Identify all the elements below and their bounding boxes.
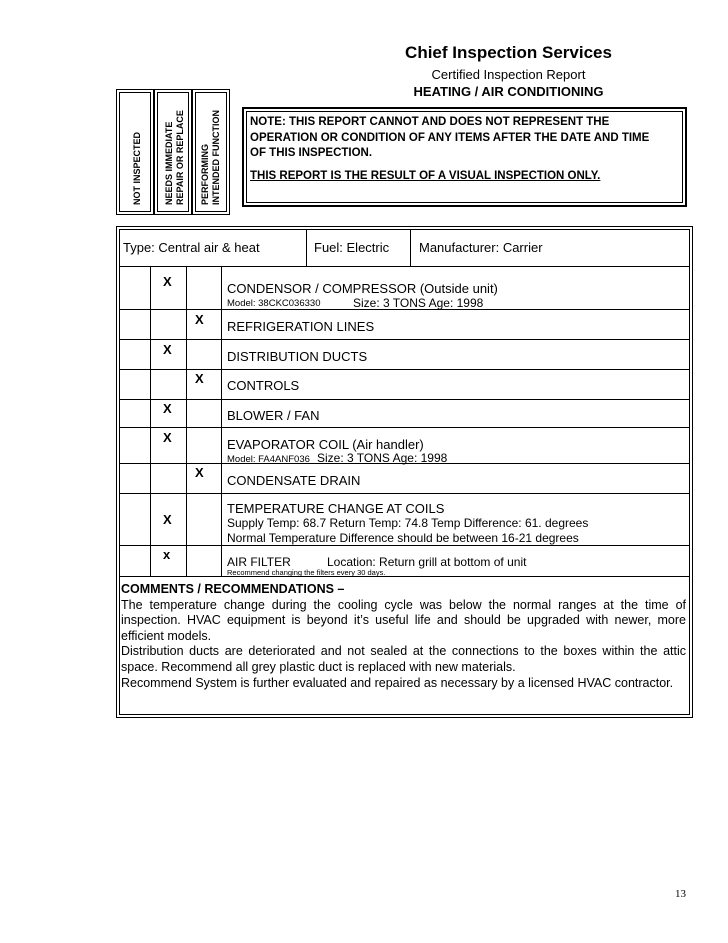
system-fuel: Fuel: Electric [314, 240, 390, 255]
performing-label-2: INTENDED FUNCTION [211, 110, 221, 205]
notice-line-2: OPERATION OR CONDITION OF ANY ITEMS AFTER THE DATE AND TIME [250, 131, 650, 144]
item-label-temp-change: TEMPERATURE CHANGE AT COILS [227, 501, 445, 516]
item-label-condensate: CONDENSATE DRAIN [227, 473, 361, 488]
needs-repair-mark: x [163, 547, 171, 562]
comments-heading: COMMENTS / RECOMMENDATIONS – [121, 582, 345, 596]
report-subtitle: Certified Inspection Report [431, 67, 586, 82]
item-detail-evaporator-model: Model: FA4ANF036 [227, 454, 310, 465]
performing-mark: X [195, 371, 204, 386]
performing-label-1: PERFORMING [200, 143, 210, 205]
needs-repair-label-2: REPAIR OR REPLACE [175, 110, 185, 205]
item-detail-temp-readings: Supply Temp: 68.7 Return Temp: 74.8 Temp Difference: 61. degrees [227, 516, 589, 530]
comment-paragraph: The temperature change during the cooling cycle was below the normal ranges at the time of inspection. HVAC equipment is beyond it’s useful life and should be upgraded with newer, more efficient models. [121, 597, 686, 643]
item-detail-filter-location: Location: Return grill at bottom of unit [327, 555, 527, 569]
performing-header [192, 89, 230, 215]
page-title: Chief Inspection Services [405, 43, 612, 62]
item-label-refrigeration: REFRIGERATION LINES [227, 319, 375, 334]
system-type: Type: Central air & heat [123, 240, 260, 255]
performing-mark: X [195, 465, 204, 480]
system-manufacturer: Manufacturer: Carrier [419, 240, 543, 255]
item-label-evaporator: EVAPORATOR COIL (Air handler) [227, 437, 424, 452]
needs-repair-label-1: NEEDS IMMEDIATE [164, 121, 174, 205]
item-label-controls: CONTROLS [227, 378, 300, 393]
needs-repair-mark: X [163, 342, 172, 357]
item-label-air-filter: AIR FILTER [227, 555, 291, 569]
notice-text [250, 115, 680, 162]
needs-repair-mark: X [163, 401, 172, 416]
item-detail-evaporator-size: Size: 3 TONS Age: 1998 [317, 451, 448, 465]
performing-mark: X [195, 312, 204, 327]
not-inspected-label: NOT INSPECTED [132, 131, 142, 205]
section-title: HEATING / AIR CONDITIONING [413, 84, 604, 99]
visual-inspection-notice: THIS REPORT IS THE RESULT OF A VISUAL INSPECTION ONLY. [250, 170, 601, 182]
needs-repair-mark: X [163, 274, 172, 289]
item-label-ducts: DISTRIBUTION DUCTS [227, 349, 368, 364]
not-inspected-header [116, 89, 154, 215]
comments-section [121, 582, 686, 691]
item-label-condensor: CONDENSOR / COMPRESSOR (Outside unit) [227, 281, 498, 296]
item-detail-filter-note: Recommend changing the filters every 30 days. [227, 568, 386, 577]
notice-line-3: OF THIS INSPECTION. [250, 147, 373, 159]
notice-line-1: NOTE: THIS REPORT CANNOT AND DOES NOT REPRESENT THE [250, 116, 610, 128]
needs-repair-header [154, 89, 192, 215]
item-label-blower: BLOWER / FAN [227, 408, 320, 423]
needs-repair-mark: X [163, 512, 172, 527]
page-number: 13 [675, 888, 686, 900]
item-detail-temp-normal: Normal Temperature Difference should be between 16-21 degrees [227, 531, 579, 545]
item-detail-condensor-model: Model: 38CKC036330 [227, 298, 321, 309]
item-detail-condensor-size: Size: 3 TONS Age: 1998 [353, 296, 484, 310]
comment-paragraph: Recommend System is further evaluated and repaired as necessary by a licensed HVAC contractor. [121, 675, 674, 690]
needs-repair-mark: X [163, 430, 172, 445]
comment-paragraph: Distribution ducts are deteriorated and not sealed at the connections to the boxes within the attic space. Recommend all grey plastic duct is replaced with new materials. [121, 644, 686, 674]
